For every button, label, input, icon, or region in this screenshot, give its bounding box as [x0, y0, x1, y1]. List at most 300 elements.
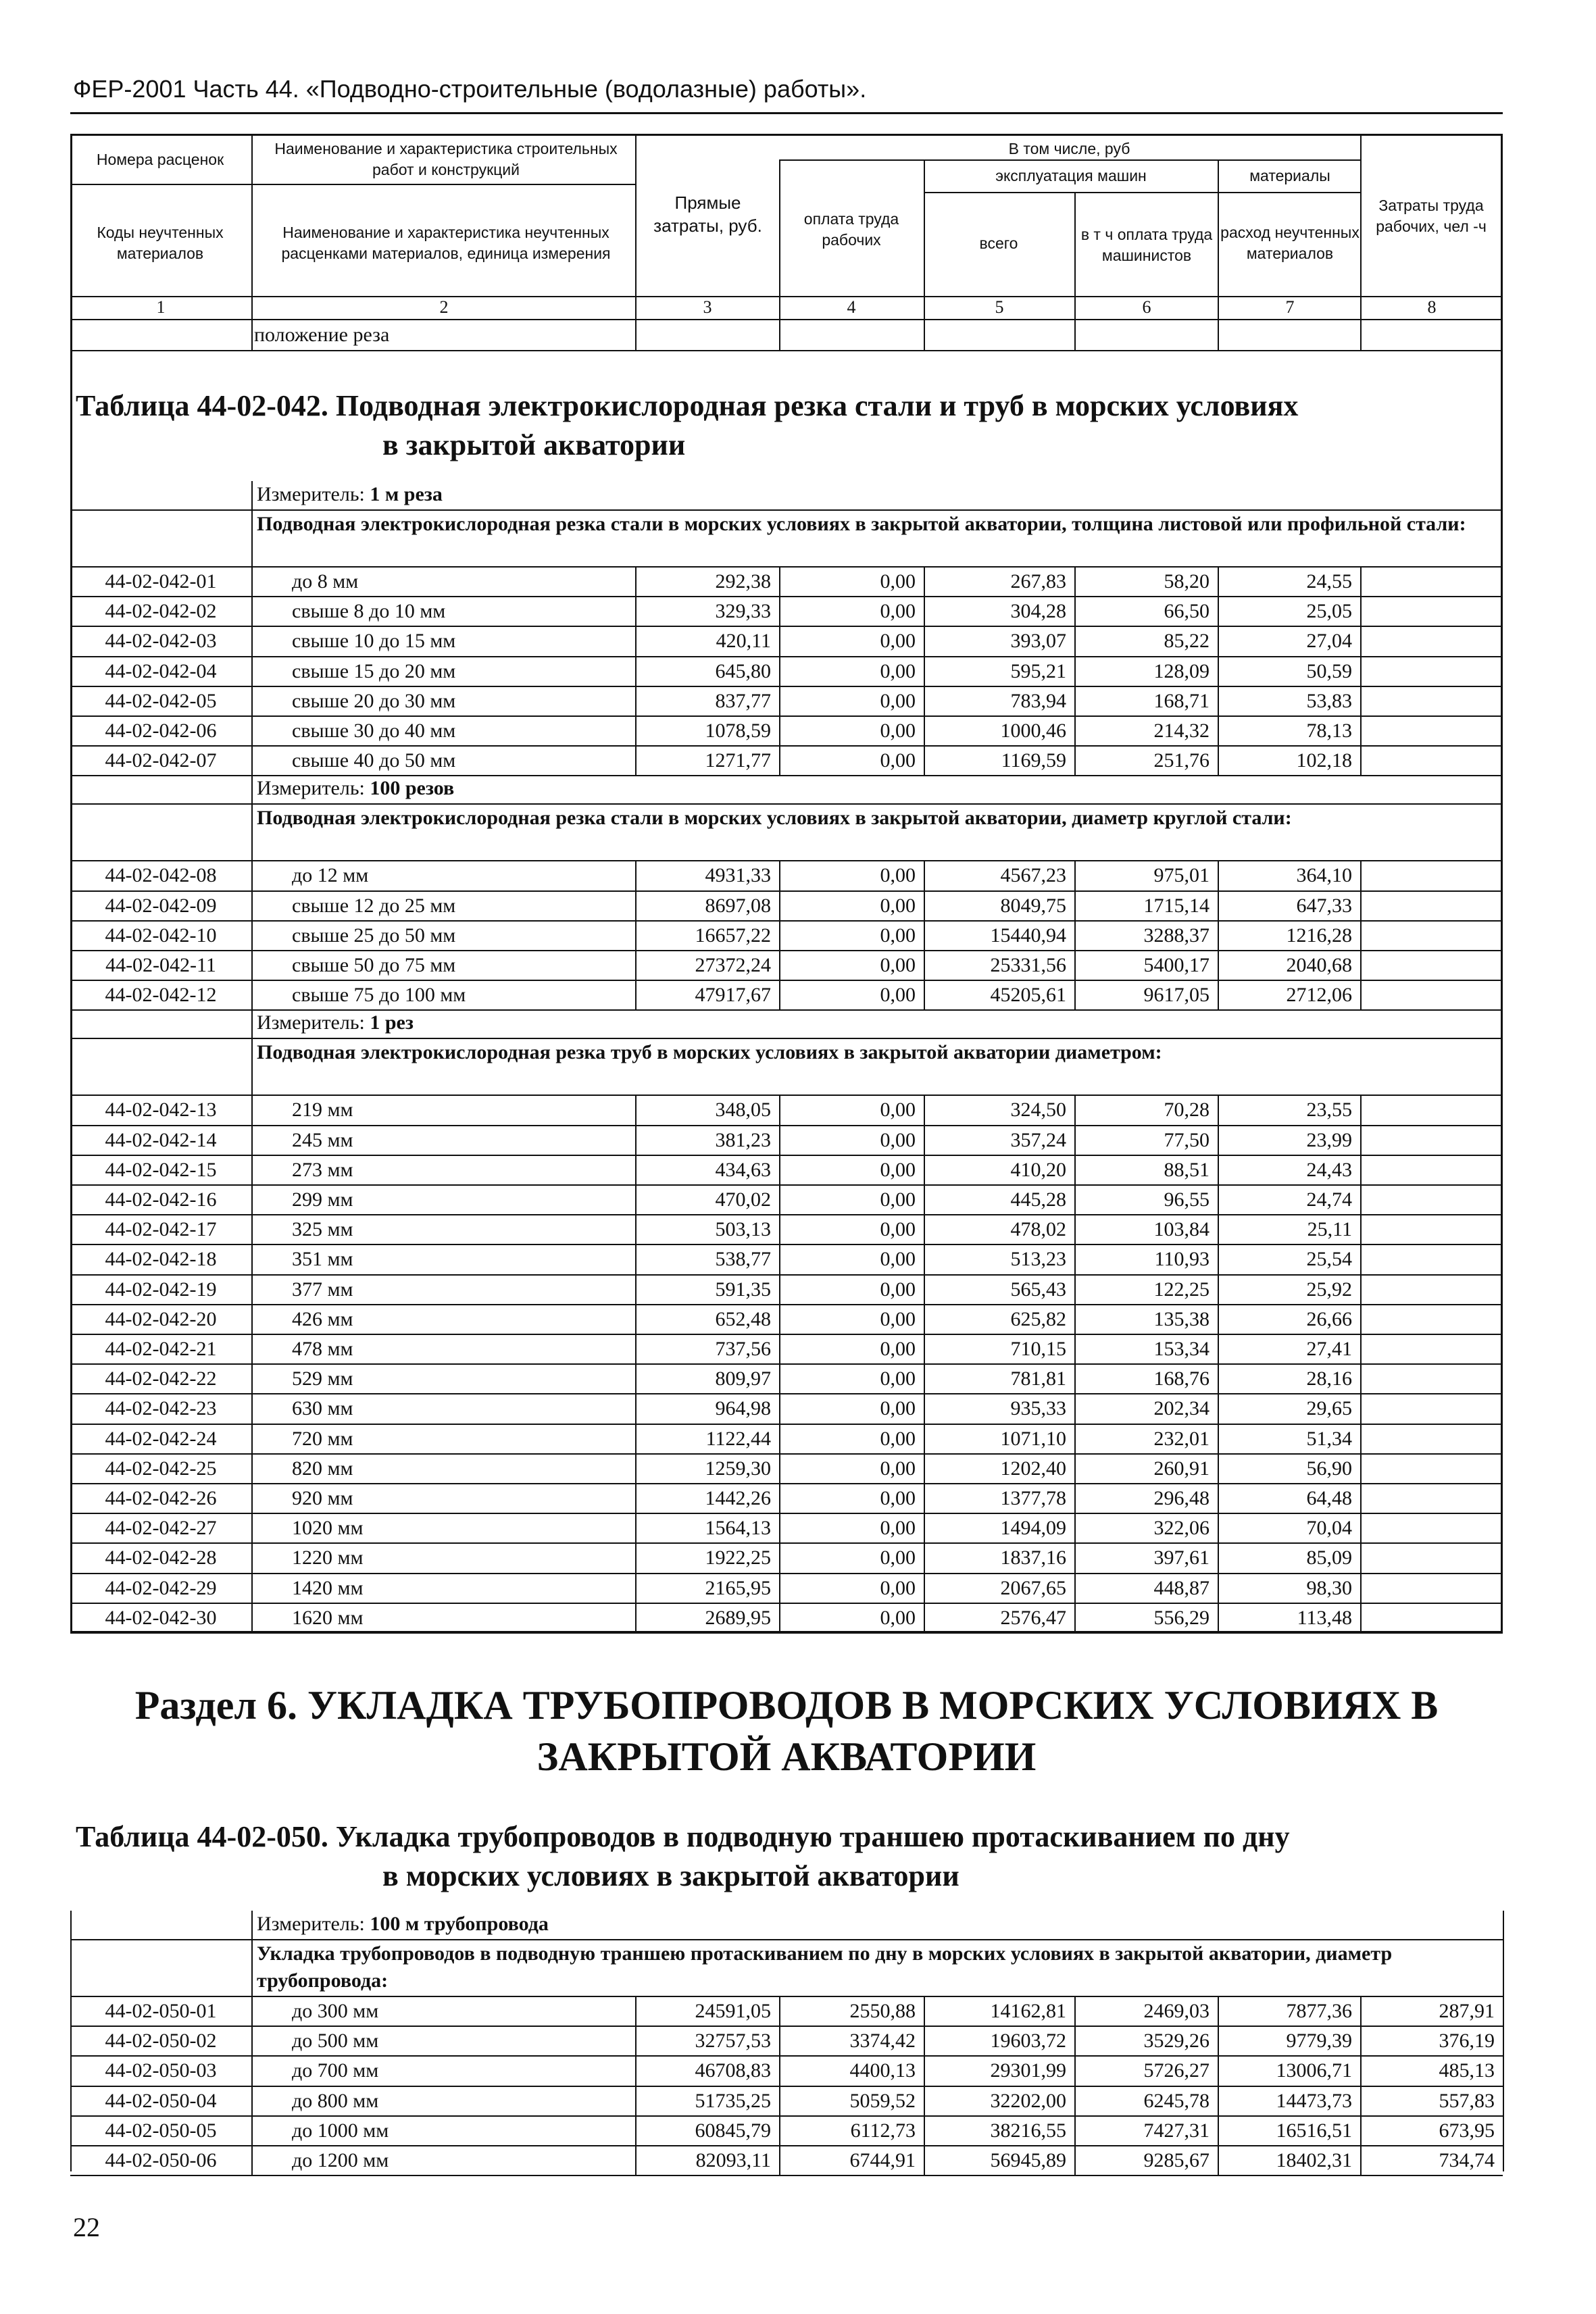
value-mat: 29,65	[1306, 1397, 1352, 1420]
value-hours	[1360, 980, 1503, 1009]
value-direct: 47917,67	[695, 984, 771, 1007]
rate-code: 44-02-042-13	[105, 1099, 217, 1122]
value-direct: 470,02	[715, 1188, 771, 1211]
value-hours	[1360, 890, 1503, 920]
value-direct: 329,33	[715, 600, 771, 623]
work-name: до 12 мм	[292, 864, 369, 887]
table-042-group-3-row	[70, 1125, 1503, 1155]
value-oper: 66,50	[1164, 600, 1210, 623]
value-oper: 3288,37	[1143, 924, 1210, 947]
rate-code: 44-02-042-25	[105, 1457, 217, 1480]
value-direct: 27372,24	[695, 954, 771, 976]
work-name: до 700 мм	[292, 2059, 379, 2082]
value-hours: 485,13	[1439, 2059, 1495, 2082]
rate-code: 44-02-042-19	[105, 1278, 217, 1301]
rate-code: 44-02-042-27	[105, 1517, 217, 1540]
table-050-meter	[257, 1911, 549, 1938]
value-mach: 1169,59	[1001, 749, 1066, 772]
work-name: 720 мм	[292, 1427, 353, 1450]
value-hours	[1360, 1184, 1503, 1214]
value-oper: 85,22	[1164, 630, 1210, 653]
value-oper: 103,84	[1153, 1218, 1210, 1241]
value-direct: 16657,22	[695, 924, 771, 947]
value-mat: 53,83	[1306, 689, 1352, 712]
table-042-group-3-name-col-rule	[251, 1009, 253, 1096]
value-mat: 16516,51	[1276, 2119, 1352, 2142]
table-042-group-3-row	[70, 1095, 1503, 1124]
value-mach: 393,07	[1010, 630, 1066, 653]
value-hours	[1360, 1424, 1503, 1453]
table-042-group-3-row	[70, 1603, 1503, 1632]
work-name: 529 мм	[292, 1367, 353, 1390]
value-direct: 1564,13	[705, 1517, 771, 1540]
value-direct: 837,77	[715, 689, 771, 712]
running-header: ФЕР-2001 Часть 44. «Подводно-строительные (водолазные) работы».	[73, 75, 867, 103]
section-6-line1: Раздел 6. УКЛАДКА ТРУБОПРОВОДОВ В МОРСКИХ УСЛОВИЯХ В	[134, 1683, 1439, 1728]
table-042-group-3-row	[70, 1184, 1503, 1214]
value-mat: 7877,36	[1286, 2000, 1352, 2022]
value-hours: 734,74	[1439, 2149, 1495, 2171]
work-name: 219 мм	[292, 1099, 353, 1122]
header-mid-rule-left	[70, 184, 635, 185]
value-oper: 96,55	[1164, 1188, 1210, 1211]
value-direct: 381,23	[715, 1128, 771, 1151]
value-hours	[1360, 656, 1503, 686]
table-042-group-1-col-rule-3	[635, 566, 637, 775]
table-042-group-3-col-rule-8	[1360, 1095, 1362, 1632]
value-hours	[1360, 1513, 1503, 1542]
table-042-group-2-name-col-rule	[251, 775, 253, 861]
value-direct: 1259,30	[705, 1457, 771, 1480]
value-direct: 292,38	[715, 570, 771, 593]
table-042-group-3-meter	[257, 1009, 414, 1036]
table-042-group-1-col-rule-6	[1074, 566, 1076, 775]
page-number: 22	[73, 2212, 100, 2242]
table-050-row	[70, 2145, 1503, 2175]
table-042-group-1-col-rule-8	[1360, 566, 1362, 775]
value-mach: 8049,75	[1000, 894, 1066, 917]
value-oper: 77,50	[1164, 1128, 1210, 1151]
value-hours	[1360, 1363, 1503, 1393]
value-mach: 445,28	[1010, 1188, 1066, 1211]
value-oper: 397,61	[1153, 1546, 1210, 1569]
meter-value: 1 рез	[370, 1011, 414, 1034]
value-oper: 128,09	[1153, 659, 1210, 682]
value-direct: 32757,53	[695, 2030, 771, 2053]
value-mach: 710,15	[1010, 1338, 1066, 1360]
colnum-7: 7	[1285, 297, 1295, 317]
rate-code: 44-02-042-23	[105, 1397, 217, 1420]
value-hours	[1360, 745, 1503, 775]
work-name: 426 мм	[292, 1307, 353, 1330]
rate-code: 44-02-042-22	[105, 1367, 217, 1390]
table-050-row	[70, 2055, 1503, 2085]
work-name: свыше 25 до 50 мм	[292, 924, 456, 947]
rate-code: 44-02-042-04	[105, 659, 217, 682]
value-labor: 0,00	[880, 954, 916, 976]
table-042-group-3-col-rule-4	[779, 1095, 780, 1632]
table-042-group-2-col-rule-8	[1360, 860, 1362, 1009]
value-oper: 9617,05	[1143, 984, 1210, 1007]
value-mat: 56,90	[1306, 1457, 1352, 1480]
value-direct: 1922,25	[705, 1546, 771, 1569]
value-mat: 2040,68	[1286, 954, 1352, 976]
value-mat: 647,33	[1296, 894, 1352, 917]
carry-col-rule-6	[1074, 319, 1076, 350]
value-hours	[1360, 1542, 1503, 1572]
work-name: свыше 50 до 75 мм	[292, 954, 456, 976]
value-labor: 0,00	[880, 1099, 916, 1122]
value-oper: 448,87	[1153, 1576, 1210, 1599]
table-050-col-rule-4	[779, 1996, 780, 2175]
value-labor: 0,00	[880, 1218, 916, 1241]
value-mach: 478,02	[1010, 1218, 1066, 1241]
table-050-title	[76, 1817, 1495, 1896]
table-042-group-3-row	[70, 1334, 1503, 1363]
work-name: свыше 75 до 100 мм	[292, 984, 466, 1007]
table-042-group-1-col-rule-5	[924, 566, 925, 775]
header-col-rule-4	[779, 159, 780, 320]
rate-code: 44-02-042-07	[105, 749, 217, 772]
table-042-group-3-col-rule-2	[251, 1095, 253, 1632]
value-direct: 8697,08	[705, 894, 771, 917]
value-direct: 1271,77	[705, 749, 771, 772]
value-mach: 267,83	[1010, 570, 1066, 593]
work-name: 377 мм	[292, 1278, 353, 1301]
value-labor: 0,00	[880, 1457, 916, 1480]
rate-code: 44-02-042-11	[105, 954, 216, 976]
rate-code: 44-02-042-16	[105, 1188, 217, 1211]
table-042-group-3-row	[70, 1453, 1503, 1483]
header-machines: эксплуатация машин	[995, 166, 1147, 184]
rate-code: 44-02-042-03	[105, 630, 217, 653]
value-oper: 153,34	[1153, 1338, 1210, 1360]
value-hours: 673,95	[1439, 2119, 1495, 2142]
work-name: свыше 30 до 40 мм	[292, 720, 456, 742]
rate-code: 44-02-042-18	[105, 1248, 217, 1271]
value-hours	[1360, 566, 1503, 596]
value-mat: 25,05	[1306, 600, 1352, 623]
work-name: свыше 40 до 50 мм	[292, 749, 456, 772]
value-labor: 0,00	[880, 924, 916, 947]
table-050-title-line2: в морских условиях в закрытой акватории	[382, 1859, 959, 1892]
value-labor: 0,00	[880, 689, 916, 712]
table-042-group-3-col-rule-5	[924, 1095, 925, 1632]
work-name: до 1000 мм	[292, 2119, 389, 2142]
header-col-rule-6	[1074, 192, 1076, 320]
rate-code: 44-02-042-12	[105, 984, 217, 1007]
header-machines-total: всего	[979, 234, 1018, 252]
value-oper: 168,71	[1153, 689, 1210, 712]
table-042-group-3-row	[70, 1363, 1503, 1393]
value-mach: 38216,55	[990, 2119, 1066, 2142]
table-050-name-col-rule	[251, 1911, 253, 1997]
value-labor: 6744,91	[849, 2149, 916, 2171]
value-direct: 434,63	[715, 1158, 771, 1181]
table-042-group-2-row	[70, 860, 1503, 890]
work-name: 273 мм	[292, 1158, 353, 1181]
table-042-group-1-row	[70, 656, 1503, 686]
table-042-group-3-row	[70, 1573, 1503, 1603]
table-050-row	[70, 2115, 1503, 2145]
header-col-rule-8	[1360, 134, 1362, 320]
meter-label: Измеритель:	[257, 483, 365, 505]
value-hours	[1360, 686, 1503, 715]
meter-label: Измеритель:	[257, 1913, 365, 1935]
value-mat: 113,48	[1297, 1606, 1352, 1629]
value-labor: 0,00	[880, 1487, 916, 1509]
value-labor: 0,00	[880, 1576, 916, 1599]
header-col-rule-7	[1218, 159, 1219, 320]
value-oper: 260,91	[1153, 1457, 1210, 1480]
rate-code: 44-02-042-01	[105, 570, 217, 593]
value-hours	[1360, 1274, 1503, 1304]
table-042-group-1-subtitle: Подводная электрокислородная резка стали в морских условиях в закрытой акватории, толщина листовой или профильной стали:	[257, 513, 1466, 535]
value-hours	[1360, 715, 1503, 745]
value-labor: 4400,13	[849, 2059, 916, 2082]
header-name-bottom: Наименование и характеристика неучтенных расценками материалов, единица измерения	[281, 224, 611, 262]
meter-label: Измеритель:	[257, 777, 365, 800]
value-oper: 3529,26	[1143, 2030, 1210, 2053]
value-mat: 70,04	[1306, 1517, 1352, 1540]
header-name-top: Наименование и характеристика строительных работ и конструкций	[274, 140, 618, 178]
colnum-2: 2	[439, 297, 449, 317]
value-mat: 18402,31	[1276, 2149, 1352, 2171]
value-mat: 98,30	[1306, 1576, 1352, 1599]
value-oper: 135,38	[1153, 1307, 1210, 1330]
value-hours	[1360, 1573, 1503, 1603]
value-mat: 23,99	[1306, 1128, 1352, 1151]
table-042-group-3-row	[70, 1274, 1503, 1304]
value-mach: 1837,16	[1000, 1546, 1066, 1569]
value-oper: 88,51	[1164, 1158, 1210, 1181]
section-6-line2: ЗАКРЫТОЙ АКВАТОРИИ	[537, 1734, 1037, 1779]
header-code-top: Номера расценок	[96, 150, 224, 168]
value-mach: 32202,00	[990, 2089, 1066, 2112]
value-direct: 1442,26	[705, 1487, 771, 1509]
value-oper: 975,01	[1153, 864, 1210, 887]
value-hours	[1360, 1453, 1503, 1483]
table-050-col-rule-8	[1360, 1996, 1362, 2175]
value-mat: 25,11	[1307, 1218, 1352, 1241]
rate-code: 44-02-042-28	[105, 1546, 217, 1569]
header-incl-rule	[779, 159, 1360, 161]
value-hours	[1360, 1304, 1503, 1334]
value-mach: 14162,81	[990, 2000, 1066, 2022]
value-hours	[1360, 1393, 1503, 1423]
rate-code: 44-02-042-06	[105, 720, 217, 742]
value-direct: 652,48	[715, 1307, 771, 1330]
table-042-group-3-col-rule-7	[1218, 1095, 1219, 1632]
value-labor: 0,00	[880, 600, 916, 623]
rate-code: 44-02-042-09	[105, 894, 217, 917]
value-labor: 0,00	[880, 1248, 916, 1271]
table-050-row	[70, 1996, 1503, 2026]
value-mach: 1000,46	[1000, 720, 1066, 742]
work-name: до 8 мм	[292, 570, 359, 593]
value-direct: 964,98	[715, 1397, 771, 1420]
value-hours	[1360, 626, 1503, 655]
rate-code: 44-02-042-15	[105, 1158, 217, 1181]
table-042-group-2-row	[70, 950, 1503, 980]
colnum-8: 8	[1427, 297, 1437, 317]
value-direct: 503,13	[715, 1218, 771, 1241]
value-labor: 0,00	[880, 570, 916, 593]
value-mach: 15440,94	[990, 924, 1066, 947]
rate-code: 44-02-042-20	[105, 1307, 217, 1330]
rate-code: 44-02-050-03	[105, 2059, 217, 2082]
value-labor: 0,00	[880, 1128, 916, 1151]
table-042-group-2-col-rule-4	[779, 860, 780, 1009]
table-042-group-2-row	[70, 890, 1503, 920]
work-name: до 500 мм	[292, 2030, 379, 2053]
carry-over-rule	[70, 350, 1503, 351]
value-oper: 168,76	[1153, 1367, 1210, 1390]
value-labor: 0,00	[880, 1546, 916, 1569]
value-hours	[1360, 1125, 1503, 1155]
carry-col-rule-2	[251, 319, 253, 350]
value-direct: 645,80	[715, 659, 771, 682]
value-hours	[1360, 1334, 1503, 1363]
value-oper: 1715,14	[1143, 894, 1210, 917]
work-name: 820 мм	[292, 1457, 353, 1480]
table-050-subtitle: Укладка трубопроводов в подводную траншею протаскиванием по дну в морских условиях в закрытой акватории, диаметр трубопровода:	[257, 1942, 1393, 1992]
table-042-group-1-col-rule-7	[1218, 566, 1219, 775]
table-050-col-rule-3	[635, 1996, 637, 2175]
value-labor: 5059,52	[849, 2089, 916, 2112]
value-mach: 2576,47	[1000, 1606, 1066, 1629]
carry-col-rule-7	[1218, 319, 1219, 350]
value-hours	[1360, 1603, 1503, 1632]
value-mach: 324,50	[1010, 1099, 1066, 1122]
value-direct: 60845,79	[695, 2119, 771, 2142]
rate-code: 44-02-042-02	[105, 600, 217, 623]
rate-code: 44-02-042-10	[105, 924, 217, 947]
value-labor: 0,00	[880, 630, 916, 653]
table-042-title-line2: в закрытой акватории	[382, 428, 686, 461]
meter-label: Измеритель:	[257, 1011, 365, 1034]
value-mach: 56945,89	[990, 2149, 1066, 2171]
value-oper: 296,48	[1153, 1487, 1210, 1509]
rate-code: 44-02-042-21	[105, 1338, 217, 1360]
section-6-title	[70, 1680, 1503, 1782]
value-labor: 3374,42	[849, 2030, 916, 2053]
value-labor: 0,00	[880, 659, 916, 682]
value-mat: 25,54	[1306, 1248, 1352, 1271]
work-name: 299 мм	[292, 1188, 353, 1211]
value-oper: 232,01	[1153, 1427, 1210, 1450]
table-042-group-1-col-rule-2	[251, 566, 253, 775]
table-042-group-1-name-col-rule	[251, 481, 253, 568]
table-042-group-2-meter	[257, 775, 454, 802]
value-labor: 2550,88	[849, 2000, 916, 2022]
table-042-group-1-row	[70, 626, 1503, 655]
value-labor: 0,00	[880, 1338, 916, 1360]
value-direct: 538,77	[715, 1248, 771, 1271]
work-name: свыше 10 до 15 мм	[292, 630, 456, 653]
value-labor: 0,00	[880, 984, 916, 1007]
value-oper: 6245,78	[1143, 2089, 1210, 2112]
work-name: 351 мм	[292, 1248, 353, 1271]
meter-value: 100 м трубопровода	[370, 1913, 549, 1935]
table-050-col-rule-5	[924, 1996, 925, 2175]
rate-code: 44-02-042-08	[105, 864, 217, 887]
table-042-group-1-row	[70, 745, 1503, 775]
value-mat: 1216,28	[1286, 924, 1352, 947]
header-materials-unaccounted: расход неучтенных материалов	[1220, 224, 1360, 262]
table-042-group-2-col-rule-5	[924, 860, 925, 1009]
table-042-group-3-col-rule-6	[1074, 1095, 1076, 1632]
work-name: 245 мм	[292, 1128, 353, 1151]
value-mach: 45205,61	[990, 984, 1066, 1007]
colnum-3: 3	[703, 297, 712, 317]
table-042-group-2-subtitle: Подводная электрокислородная резка стали в морских условиях в закрытой акватории, диаметр круглой стали:	[257, 807, 1292, 830]
value-mat: 2712,06	[1286, 984, 1352, 1007]
value-mat: 24,74	[1306, 1188, 1352, 1211]
rate-code: 44-02-050-01	[105, 2000, 217, 2022]
work-name: свыше 20 до 30 мм	[292, 689, 456, 712]
value-mach: 410,20	[1010, 1158, 1066, 1181]
work-name: свыше 12 до 25 мм	[292, 894, 456, 917]
value-mach: 19603,72	[990, 2030, 1066, 2053]
value-mat: 23,55	[1306, 1099, 1352, 1122]
rate-code: 44-02-050-06	[105, 2149, 217, 2171]
value-direct: 46708,83	[695, 2059, 771, 2082]
value-labor: 0,00	[880, 1158, 916, 1181]
value-mat: 27,04	[1306, 630, 1352, 653]
table-050-col-rule-2	[251, 1996, 253, 2175]
work-name: до 1200 мм	[292, 2149, 389, 2171]
value-mach: 2067,65	[1000, 1576, 1066, 1599]
value-mach: 29301,99	[990, 2059, 1066, 2082]
value-hours: 557,83	[1439, 2089, 1495, 2112]
work-name: 630 мм	[292, 1397, 353, 1420]
value-mat: 27,41	[1306, 1338, 1352, 1360]
rate-code: 44-02-042-14	[105, 1128, 217, 1151]
value-labor: 0,00	[880, 1606, 916, 1629]
value-mat: 24,55	[1306, 570, 1352, 593]
value-mat: 24,43	[1306, 1158, 1352, 1181]
table-042-group-1-meter	[257, 481, 443, 508]
header-code-bottom: Коды неучтенных материалов	[97, 224, 224, 262]
value-labor: 0,00	[880, 1188, 916, 1211]
value-labor: 0,00	[880, 720, 916, 742]
value-labor: 0,00	[880, 864, 916, 887]
rate-code: 44-02-042-26	[105, 1487, 217, 1509]
value-hours: 287,91	[1439, 2000, 1495, 2022]
header-col-rule-5	[924, 159, 925, 320]
rate-code: 44-02-042-30	[105, 1606, 217, 1629]
table-050-title-line1: Таблица 44-02-050. Укладка трубопроводов в подводную траншею протаскиванием по дну	[76, 1820, 1290, 1853]
work-name: до 800 мм	[292, 2089, 379, 2112]
carry-col-rule-3	[635, 319, 637, 350]
value-oper: 556,29	[1153, 1606, 1210, 1629]
value-mat: 50,59	[1306, 659, 1352, 682]
colnum-bottom-rule	[70, 319, 1503, 320]
value-direct: 348,05	[715, 1099, 771, 1122]
table-042-group-1-row	[70, 686, 1503, 715]
value-hours	[1360, 1095, 1503, 1124]
rate-code: 44-02-042-29	[105, 1576, 217, 1599]
table-042-title-line1: Таблица 44-02-042. Подводная электрокислородная резка стали и труб в морских условиях	[76, 389, 1299, 422]
value-oper: 251,76	[1153, 749, 1210, 772]
work-name: 1420 мм	[292, 1576, 364, 1599]
table-042-group-2-col-rule-7	[1218, 860, 1219, 1009]
table-042-group-1-row	[70, 715, 1503, 745]
value-hours	[1360, 1483, 1503, 1513]
table-042-group-3-row	[70, 1155, 1503, 1184]
value-labor: 0,00	[880, 894, 916, 917]
